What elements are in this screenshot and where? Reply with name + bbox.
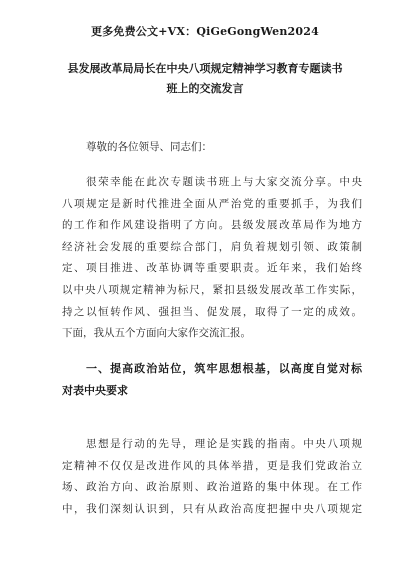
paragraph-line: 中，我们深刻认识到，只有从政治高度把握中央八项规定 [62,502,362,515]
paragraph-line: 下面，我从五个方面向大家作交流汇报。 [62,327,251,340]
paragraph-section-1 [62,434,362,520]
paragraph-line: 定、项目推进、改革协调等重要职责。近年来，我们始终 [62,262,362,275]
paragraph-line: 持之以恒转作风、强担当、促发展，取得了一定的成效。 [62,305,362,318]
paragraph-line: 场、政治方向、政治原则、政治道路的集中体现。在工作 [62,481,362,494]
promo-header: 更多免费公文+VX：QiGeGongWen2024 [91,25,319,38]
paragraph-line: 定精神不仅仅是改进作风的具体举措，更是我们党政治立 [62,459,362,472]
paragraph-line: 经济社会发展的重要综合部门，肩负着规划引领、政策制 [62,240,362,253]
section-heading-1 [62,358,362,401]
paragraph-intro [62,172,362,345]
paragraph-line: 以中央八项规定精神为标尺，紧扣县级发展改革工作实际， [62,283,362,296]
paragraph-line: 很荣幸能在此次专题读书班上与大家交流分享。中央 [86,176,362,188]
paragraph-line: 思想是行动的先导，理论是实践的指南。中央八项规 [86,438,362,450]
title-line: 县发展改革局局长在中央八项规定精神学习教育专题读书 [67,62,343,75]
paragraph-line: 的工作和作风建设指明了方向。县级发展改革局作为地方 [62,219,362,232]
greeting: 尊敬的各位领导、同志们： [86,141,212,153]
section-heading-line: 一、提高政治站位，筑牢思想根基，以高度自觉对标 [86,362,362,375]
paragraph-line: 八项规定是新时代推进全面从严治党的重要抓手，为我们 [62,197,362,210]
document-title [50,59,360,99]
title-line: 班上的交流发言 [166,82,244,95]
section-heading-line: 对表中央要求 [62,383,128,397]
